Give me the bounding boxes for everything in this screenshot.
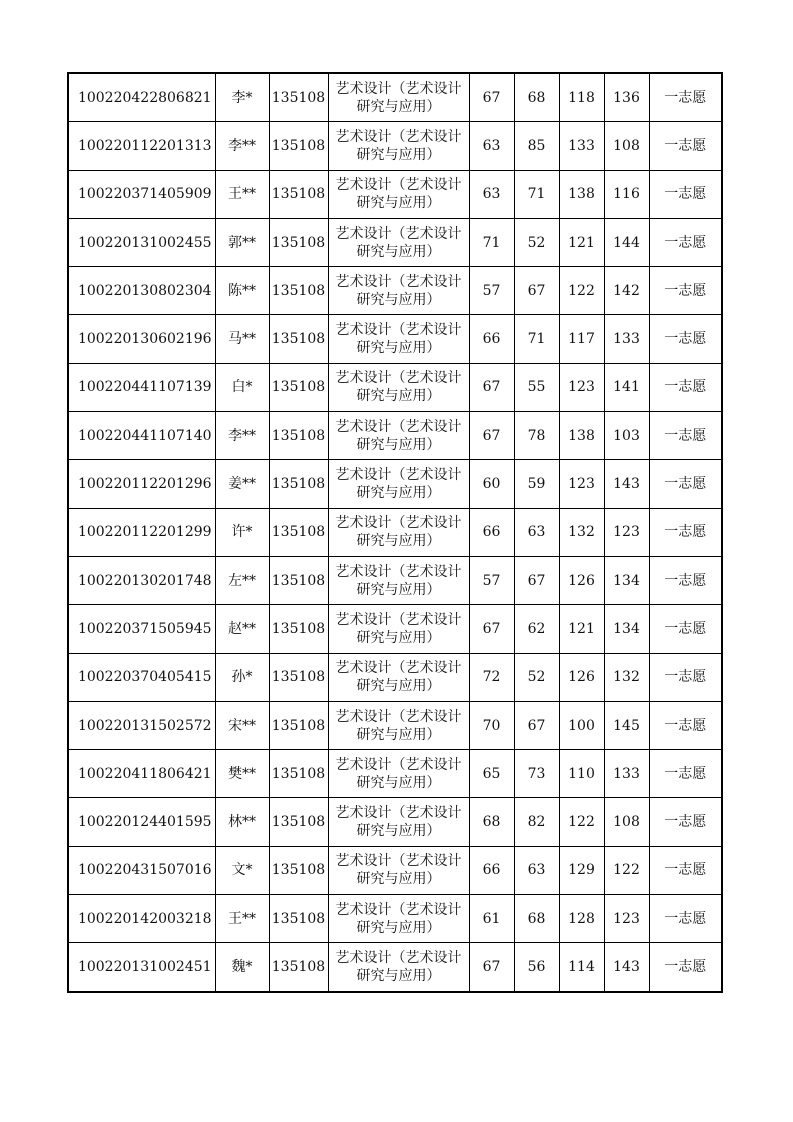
major-code-cell: 135108 [269,122,328,170]
wish-cell: 一志愿 [649,846,722,894]
table-row [68,653,722,701]
score-language-cell: 85 [514,122,559,170]
table-row [68,73,722,122]
score-politics-cell: 66 [469,315,514,363]
wish-cell: 一志愿 [649,508,722,556]
score-language-cell: 68 [514,895,559,943]
major-name-cell: 艺术设计（艺术设计研究与应用） [328,218,469,266]
score-language-cell: 78 [514,412,559,460]
score-subject2-cell: 133 [604,315,649,363]
wish-cell: 一志愿 [649,460,722,508]
score-language-cell: 56 [514,943,559,992]
major-name-cell: 艺术设计（艺术设计研究与应用） [328,798,469,846]
major-name-cell: 艺术设计（艺术设计研究与应用） [328,363,469,411]
exam-id-cell: 100220112201313 [68,122,215,170]
candidate-name-cell: 许* [215,508,269,556]
score-subject2-cell: 116 [604,170,649,218]
exam-id-cell: 100220112201299 [68,508,215,556]
major-name-cell: 艺术设计（艺术设计研究与应用） [328,508,469,556]
score-subject2-cell: 136 [604,73,649,122]
score-subject1-cell: 138 [559,412,604,460]
table-row [68,363,722,411]
major-name-cell: 艺术设计（艺术设计研究与应用） [328,895,469,943]
score-subject2-cell: 143 [604,460,649,508]
score-politics-cell: 57 [469,556,514,604]
wish-cell: 一志愿 [649,170,722,218]
score-subject2-cell: 142 [604,267,649,315]
exam-id-cell: 100220130201748 [68,556,215,604]
score-subject1-cell: 122 [559,267,604,315]
score-subject1-cell: 126 [559,653,604,701]
major-name-cell: 艺术设计（艺术设计研究与应用） [328,943,469,992]
score-language-cell: 68 [514,73,559,122]
major-code-cell: 135108 [269,170,328,218]
score-subject2-cell: 134 [604,556,649,604]
score-language-cell: 67 [514,267,559,315]
score-subject2-cell: 108 [604,122,649,170]
wish-cell: 一志愿 [649,556,722,604]
candidate-name-cell: 王** [215,895,269,943]
score-politics-cell: 65 [469,750,514,798]
major-name-cell: 艺术设计（艺术设计研究与应用） [328,122,469,170]
score-subject2-cell: 134 [604,605,649,653]
table-row [68,943,722,992]
score-politics-cell: 68 [469,798,514,846]
major-code-cell: 135108 [269,750,328,798]
wish-cell: 一志愿 [649,750,722,798]
table-row [68,122,722,170]
score-language-cell: 55 [514,363,559,411]
exam-id-cell: 100220131002451 [68,943,215,992]
score-subject2-cell: 123 [604,508,649,556]
score-subject1-cell: 121 [559,605,604,653]
score-language-cell: 52 [514,653,559,701]
major-name-cell: 艺术设计（艺术设计研究与应用） [328,460,469,508]
score-politics-cell: 63 [469,122,514,170]
wish-cell: 一志愿 [649,218,722,266]
wish-cell: 一志愿 [649,267,722,315]
major-code-cell: 135108 [269,943,328,992]
candidate-name-cell: 李** [215,122,269,170]
candidate-name-cell: 李* [215,73,269,122]
score-subject2-cell: 103 [604,412,649,460]
candidate-name-cell: 马** [215,315,269,363]
score-subject1-cell: 123 [559,460,604,508]
exam-id-cell: 100220131002455 [68,218,215,266]
major-code-cell: 135108 [269,701,328,749]
wish-cell: 一志愿 [649,412,722,460]
exam-id-cell: 100220370405415 [68,653,215,701]
score-language-cell: 63 [514,508,559,556]
major-code-cell: 135108 [269,556,328,604]
table-body [68,73,722,992]
score-subject1-cell: 133 [559,122,604,170]
score-politics-cell: 71 [469,218,514,266]
score-politics-cell: 60 [469,460,514,508]
major-name-cell: 艺术设计（艺术设计研究与应用） [328,605,469,653]
score-subject1-cell: 118 [559,73,604,122]
major-name-cell: 艺术设计（艺术设计研究与应用） [328,170,469,218]
exam-id-cell: 100220441107139 [68,363,215,411]
candidate-name-cell: 樊** [215,750,269,798]
score-subject1-cell: 110 [559,750,604,798]
score-politics-cell: 72 [469,653,514,701]
table-row [68,508,722,556]
table-row [68,846,722,894]
wish-cell: 一志愿 [649,315,722,363]
wish-cell: 一志愿 [649,701,722,749]
wish-cell: 一志愿 [649,653,722,701]
candidate-name-cell: 李** [215,412,269,460]
score-subject2-cell: 108 [604,798,649,846]
table-row [68,218,722,266]
score-politics-cell: 67 [469,943,514,992]
candidate-name-cell: 文* [215,846,269,894]
score-language-cell: 52 [514,218,559,266]
score-subject2-cell: 123 [604,895,649,943]
table-row [68,895,722,943]
exam-id-cell: 100220422806821 [68,73,215,122]
score-subject1-cell: 126 [559,556,604,604]
score-subject1-cell: 114 [559,943,604,992]
major-name-cell: 艺术设计（艺术设计研究与应用） [328,556,469,604]
exam-id-cell: 100220431507016 [68,846,215,894]
score-language-cell: 62 [514,605,559,653]
score-language-cell: 71 [514,315,559,363]
score-language-cell: 67 [514,701,559,749]
exam-id-cell: 100220130602196 [68,315,215,363]
exam-id-cell: 100220131502572 [68,701,215,749]
exam-id-cell: 100220130802304 [68,267,215,315]
major-code-cell: 135108 [269,895,328,943]
table-row [68,701,722,749]
major-code-cell: 135108 [269,508,328,556]
score-language-cell: 73 [514,750,559,798]
score-subject1-cell: 121 [559,218,604,266]
score-politics-cell: 67 [469,605,514,653]
exam-id-cell: 100220112201296 [68,460,215,508]
major-code-cell: 135108 [269,73,328,122]
score-subject2-cell: 122 [604,846,649,894]
table-row [68,412,722,460]
exam-id-cell: 100220441107140 [68,412,215,460]
wish-cell: 一志愿 [649,73,722,122]
score-language-cell: 82 [514,798,559,846]
score-language-cell: 67 [514,556,559,604]
major-code-cell: 135108 [269,460,328,508]
major-code-cell: 135108 [269,218,328,266]
candidate-name-cell: 林** [215,798,269,846]
score-subject2-cell: 143 [604,943,649,992]
wish-cell: 一志愿 [649,943,722,992]
exam-id-cell: 100220371405909 [68,170,215,218]
score-politics-cell: 67 [469,73,514,122]
score-subject2-cell: 133 [604,750,649,798]
major-name-cell: 艺术设计（艺术设计研究与应用） [328,846,469,894]
score-language-cell: 71 [514,170,559,218]
wish-cell: 一志愿 [649,895,722,943]
major-name-cell: 艺术设计（艺术设计研究与应用） [328,750,469,798]
table-row [68,750,722,798]
table-row [68,460,722,508]
exam-id-cell: 100220371505945 [68,605,215,653]
score-subject1-cell: 138 [559,170,604,218]
major-code-cell: 135108 [269,363,328,411]
exam-id-cell: 100220124401595 [68,798,215,846]
score-subject1-cell: 132 [559,508,604,556]
major-code-cell: 135108 [269,412,328,460]
table-row [68,605,722,653]
wish-cell: 一志愿 [649,363,722,411]
score-subject2-cell: 144 [604,218,649,266]
major-code-cell: 135108 [269,798,328,846]
major-name-cell: 艺术设计（艺术设计研究与应用） [328,315,469,363]
candidate-name-cell: 宋** [215,701,269,749]
candidate-name-cell: 郭** [215,218,269,266]
score-politics-cell: 61 [469,895,514,943]
score-politics-cell: 57 [469,267,514,315]
table-row [68,170,722,218]
wish-cell: 一志愿 [649,605,722,653]
wish-cell: 一志愿 [649,798,722,846]
exam-id-cell: 100220142003218 [68,895,215,943]
candidate-name-cell: 白* [215,363,269,411]
candidate-name-cell: 王** [215,170,269,218]
table-row [68,315,722,363]
major-code-cell: 135108 [269,315,328,363]
score-politics-cell: 66 [469,508,514,556]
candidate-name-cell: 魏* [215,943,269,992]
score-politics-cell: 63 [469,170,514,218]
table-row [68,267,722,315]
major-code-cell: 135108 [269,605,328,653]
score-subject1-cell: 122 [559,798,604,846]
score-politics-cell: 66 [469,846,514,894]
major-name-cell: 艺术设计（艺术设计研究与应用） [328,73,469,122]
major-code-cell: 135108 [269,653,328,701]
candidate-name-cell: 姜** [215,460,269,508]
candidate-name-cell: 孙* [215,653,269,701]
score-subject1-cell: 128 [559,895,604,943]
score-subject1-cell: 100 [559,701,604,749]
score-politics-cell: 70 [469,701,514,749]
admission-score-table [67,72,723,993]
score-subject1-cell: 117 [559,315,604,363]
major-name-cell: 艺术设计（艺术设计研究与应用） [328,412,469,460]
major-code-cell: 135108 [269,267,328,315]
exam-id-cell: 100220411806421 [68,750,215,798]
table-row [68,556,722,604]
candidate-name-cell: 左** [215,556,269,604]
major-name-cell: 艺术设计（艺术设计研究与应用） [328,653,469,701]
score-subject1-cell: 129 [559,846,604,894]
score-language-cell: 63 [514,846,559,894]
major-name-cell: 艺术设计（艺术设计研究与应用） [328,267,469,315]
score-subject1-cell: 123 [559,363,604,411]
major-code-cell: 135108 [269,846,328,894]
major-name-cell: 艺术设计（艺术设计研究与应用） [328,701,469,749]
score-subject2-cell: 145 [604,701,649,749]
score-politics-cell: 67 [469,412,514,460]
candidate-name-cell: 赵** [215,605,269,653]
score-subject2-cell: 132 [604,653,649,701]
candidate-name-cell: 陈** [215,267,269,315]
wish-cell: 一志愿 [649,122,722,170]
score-politics-cell: 67 [469,363,514,411]
table-row [68,798,722,846]
score-subject2-cell: 141 [604,363,649,411]
score-language-cell: 59 [514,460,559,508]
